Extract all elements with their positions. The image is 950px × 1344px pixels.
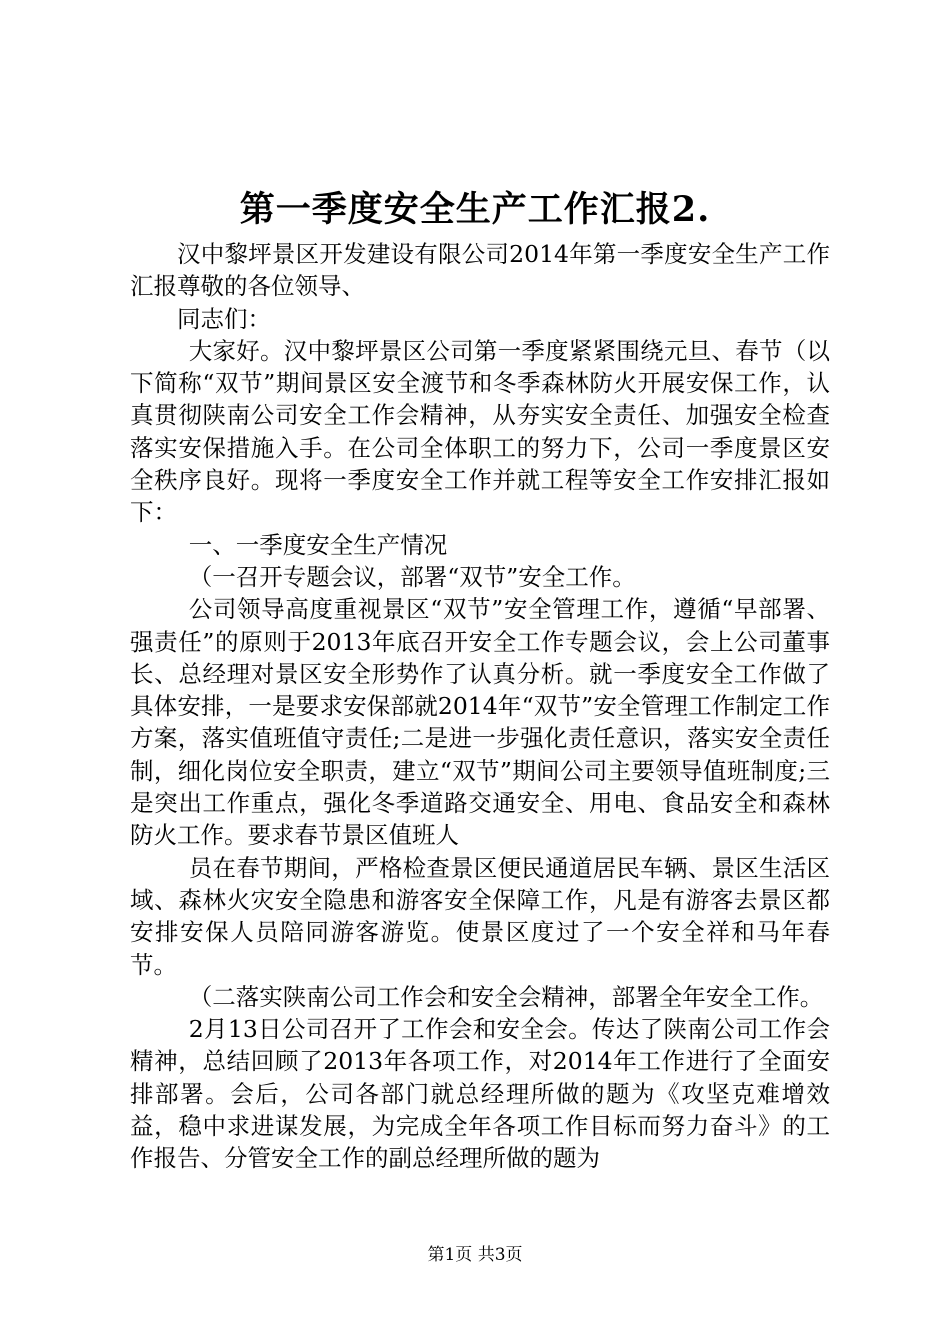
page-footer: 第1页 共3页 [427,1245,523,1265]
page-title: 第一季度安全生产工作汇报2. [239,189,711,230]
paragraph-body-1: 公司领导高度重视景区“双节”安全管理工作，遵循“早部署、强责任”的原则于2013年底召开安全工作专题会议，会上公司董事长、总经理对景区安全形势作了认真分析。就一季度安全工作做了具体安排，一是要求安保部就2014年“双节”安全管理工作制定工作方案，落实值班值守责任;二是进一步强化责任意识，落实安全责任制，细化岗位安全职责，建立“双节”期间公司主要领导值班制度;三是突出工作重点，强化冬季道路交通安全、用电、食品安全和森林防火工作。要求春节景区值班人 [130,595,830,850]
paragraph-salutation: 同志们： [177,304,271,333]
document-body [130,238,830,1175]
paragraph-body-2: 员在春节期间，严格检查景区便民通道居民车辆、景区生活区域、森林火灾安全隐患和游客安全保障工作，凡是有游客去景区都安排安保人员陪同游客游览。使景区度过了一个安全祥和马年春节。 [130,853,830,979]
subsection-heading-1: （一召开专题会议，部署“双节”安全工作。 [188,562,636,591]
paragraph-intro: 大家好。汉中黎坪景区公司第一季度紧紧围绕元旦、春节（以下简称“双节”期间景区安全渡节和冬季森林防火开展安保工作，认真贯彻陕南公司安全工作会精神，从夯实安全责任、加强安全检查落实安保措施入手。在公司全体职工的努力下，公司一季度景区安全秩序良好。现将一季度安全工作并就工程等安全工作安排汇报如下： [130,336,830,527]
section-heading-1: 一、一季度安全生产情况 [188,530,448,559]
paragraph-body-3: 2月13日公司召开了工作会和安全会。传达了陕南公司工作会精神，总结回顾了2013年各项工作，对2014年工作进行了全面安排部署。会后，公司各部门就总经理所做的题为《攻坚克难增效益，稳中求进谋发展，为完成全年各项工作目标而努力奋斗》的工作报告、分管安全工作的副总经理所做的题为 [130,1015,830,1173]
paragraph-heading-line: 汉中黎坪景区开发建设有限公司2014年第一季度安全生产工作汇报尊敬的各位领导、 [130,240,830,301]
subsection-heading-2: （二落实陕南公司工作会和安全会精神，部署全年安全工作。 [188,982,824,1011]
